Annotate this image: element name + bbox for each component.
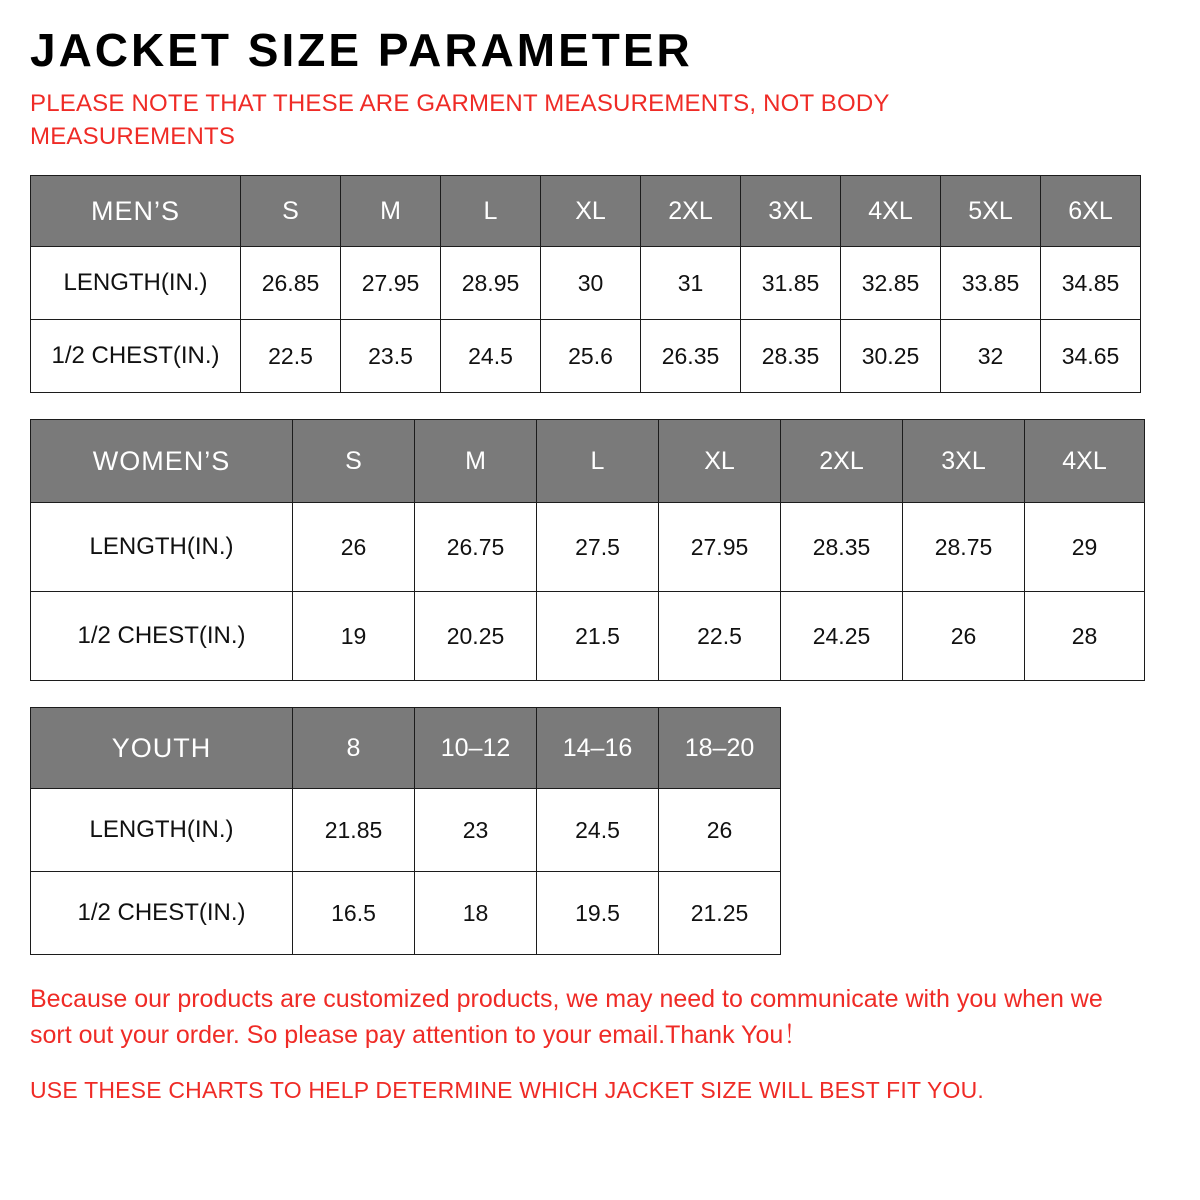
size-header-cell: L <box>441 176 541 247</box>
size-header-cell: 5XL <box>941 176 1041 247</box>
size-header-cell: XL <box>541 176 641 247</box>
measure-cell: 26.85 <box>241 247 341 320</box>
measure-cell: 34.65 <box>1041 320 1141 393</box>
measure-cell: 26 <box>659 789 781 872</box>
measure-cell: 26.75 <box>415 503 537 592</box>
table-header-row <box>31 176 1141 247</box>
measure-cell: 28 <box>1025 592 1145 681</box>
measure-cell: 31 <box>641 247 741 320</box>
page-title: JACKET SIZE PARAMETER <box>30 24 693 76</box>
measure-cell: 22.5 <box>241 320 341 393</box>
measure-label: 1/2 CHEST(IN.) <box>31 592 293 681</box>
womens-size-table <box>30 419 1145 681</box>
category-label: WOMEN’S <box>31 420 293 503</box>
measure-cell: 27.95 <box>659 503 781 592</box>
table-row <box>31 592 1145 681</box>
measure-cell: 23 <box>415 789 537 872</box>
size-header-cell: 14–16 <box>537 708 659 789</box>
measure-cell: 28.75 <box>903 503 1025 592</box>
measure-cell: 22.5 <box>659 592 781 681</box>
measure-cell: 26 <box>903 592 1025 681</box>
size-header-cell: S <box>241 176 341 247</box>
size-header-cell: 4XL <box>841 176 941 247</box>
measure-cell: 29 <box>1025 503 1145 592</box>
measure-cell: 21.25 <box>659 872 781 955</box>
measure-cell: 28.35 <box>741 320 841 393</box>
category-label: MEN’S <box>31 176 241 247</box>
measure-cell: 30 <box>541 247 641 320</box>
size-header-cell: 3XL <box>741 176 841 247</box>
size-header-cell: S <box>293 420 415 503</box>
table-row <box>31 503 1145 592</box>
youth-size-table <box>30 707 781 955</box>
measure-cell: 19.5 <box>537 872 659 955</box>
category-label: YOUTH <box>31 708 293 789</box>
measure-cell: 27.5 <box>537 503 659 592</box>
size-header-cell: 2XL <box>641 176 741 247</box>
measure-cell: 30.25 <box>841 320 941 393</box>
measure-cell: 26.35 <box>641 320 741 393</box>
size-header-cell: 6XL <box>1041 176 1141 247</box>
measure-cell: 26 <box>293 503 415 592</box>
measure-cell: 34.85 <box>1041 247 1141 320</box>
measure-label: LENGTH(IN.) <box>31 247 241 320</box>
measure-cell: 32 <box>941 320 1041 393</box>
measure-cell: 25.6 <box>541 320 641 393</box>
measure-label: LENGTH(IN.) <box>31 503 293 592</box>
measure-cell: 21.85 <box>293 789 415 872</box>
measure-cell: 24.5 <box>441 320 541 393</box>
table-row <box>31 789 781 872</box>
table-header-row <box>31 708 781 789</box>
table-header-row <box>31 420 1145 503</box>
size-header-cell: M <box>415 420 537 503</box>
size-header-cell: 4XL <box>1025 420 1145 503</box>
measure-cell: 27.95 <box>341 247 441 320</box>
size-header-cell: 18–20 <box>659 708 781 789</box>
measure-cell: 23.5 <box>341 320 441 393</box>
measure-cell: 32.85 <box>841 247 941 320</box>
measure-label: LENGTH(IN.) <box>31 789 293 872</box>
footer-note-charts: USE THESE CHARTS TO HELP DETERMINE WHICH JACKET SIZE WILL BEST FIT YOU. <box>30 1076 984 1103</box>
measure-cell: 28.35 <box>781 503 903 592</box>
mens-size-table <box>30 175 1141 393</box>
size-header-cell: 8 <box>293 708 415 789</box>
size-header-cell: 10–12 <box>415 708 537 789</box>
measure-cell: 24.25 <box>781 592 903 681</box>
measure-cell: 33.85 <box>941 247 1041 320</box>
size-header-cell: XL <box>659 420 781 503</box>
measure-label: 1/2 CHEST(IN.) <box>31 872 293 955</box>
measure-cell: 24.5 <box>537 789 659 872</box>
table-row <box>31 247 1141 320</box>
measure-cell: 21.5 <box>537 592 659 681</box>
measure-cell: 20.25 <box>415 592 537 681</box>
size-header-cell: L <box>537 420 659 503</box>
measure-cell: 31.85 <box>741 247 841 320</box>
measure-cell: 28.95 <box>441 247 541 320</box>
size-header-cell: M <box>341 176 441 247</box>
measure-cell: 19 <box>293 592 415 681</box>
table-row <box>31 320 1141 393</box>
table-row <box>31 872 781 955</box>
footer-note-customization: Because our products are customized products, we may need to communicate with you when we sort out your order. So please pay attention to your email.Thank You！ <box>30 985 1103 1050</box>
size-header-cell: 3XL <box>903 420 1025 503</box>
measure-label: 1/2 CHEST(IN.) <box>31 320 241 393</box>
size-header-cell: 2XL <box>781 420 903 503</box>
measure-cell: 16.5 <box>293 872 415 955</box>
top-note: PLEASE NOTE THAT THESE ARE GARMENT MEASUREMENTS, NOT BODY MEASUREMENTS <box>30 90 890 150</box>
measure-cell: 18 <box>415 872 537 955</box>
